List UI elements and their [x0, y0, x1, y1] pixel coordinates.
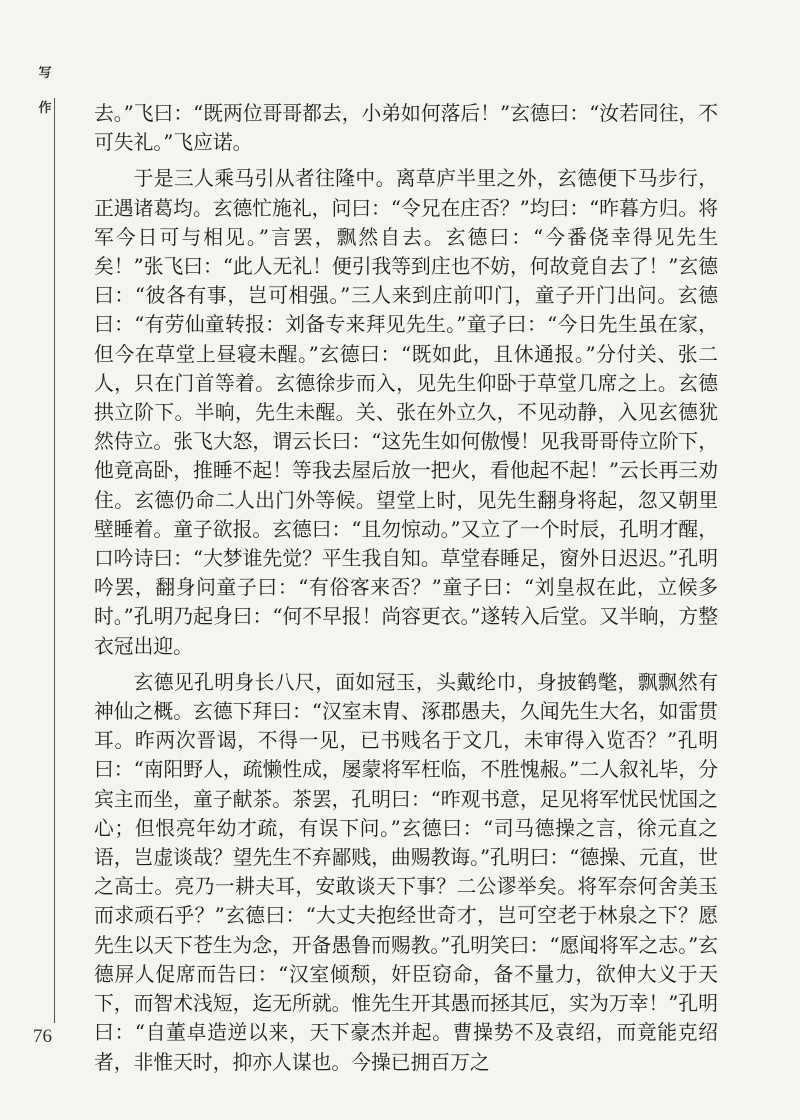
section-label-xie: 写: [38, 66, 52, 81]
paragraph-1: 去。”飞曰：“既两位哥哥都去，小弟如何落后！”玄德曰：“汝若同往，不可失礼。”飞应诺。: [94, 102, 718, 155]
paragraph-2: 于是三人乘马引从者往隆中。离草庐半里之外，玄德便下马步行，正遇诸葛均。玄德忙施礼，问曰：“令兄在庄否？”均曰：“昨暮方归。将军今日可与相见。”言罢，飘然自去。玄德曰：“今番侥幸得见先生矣！”张飞曰：“此人无礼！便引我等到庄也不妨，何故竟自去了！”玄德曰：“彼各有事，岂可相强。”三人来到庄前叩门，童子开门出问。玄德曰：“有劳仙童转报：刘备专来拜见先生。”童子曰：“今日先生虽在家，但今在草堂上昼寝未醒。”玄德曰：“既如此，且休通报。”分付关、张二人，只在门首等着。玄德徐步而入，见先生仰卧于草堂几席之上。玄德拱立阶下。半晌，先生未醒。关、张在外立久，不见动静，入见玄德犹然侍立。张飞大怒，谓云长曰：“这先生如何傲慢！见我哥哥侍立阶下，他竟高卧，推睡不起！等我去屋后放一把火，看他起不起！”云长再三劝住。玄德仍命二人出门外等候。望堂上时，见先生翻身将起，忽又朝里壁睡着。童子欲报。玄德曰：“且勿惊动。”又立了一个时辰，孔明才醒，口吟诗曰：“大梦谁先觉？平生我自知。草堂春睡足，窗外日迟迟。”孔明吟罢，翻身问童子曰：“有俗客来否？”童子曰：“刘皇叔在此，立候多时。”孔明乃起身曰：“何不早报！尚容更衣。”遂转入后堂。又半晌，方整衣冠出迎。: [94, 167, 718, 658]
section-label-zuo: 作: [38, 101, 52, 116]
body-text: [94, 99, 718, 1077]
page-number: 76: [33, 1026, 52, 1047]
margin-rule: [54, 98, 55, 1023]
paragraph-3: 玄德见孔明身长八尺，面如冠玉，头戴纶巾，身披鹤氅，飘飘然有神仙之概。玄德下拜曰：“汉室末胄、涿郡愚夫，久闻先生大名，如雷贯耳。昨两次晋谒，不得一见，已书贱名于文几，未审得入览否？”孔明曰：“南阳野人，疏懒性成，屡蒙将军枉临，不胜愧赧。”二人叙礼毕，分宾主而坐，童子献茶。茶罢，孔明曰：“昨观书意，足见将军忧民忧国之心；但恨亮年幼才疏，有误下问。”玄德曰：“司马德操之言，徐元直之语，岂虚谈哉？望先生不弃鄙贱，曲赐教诲。”孔明曰：“德操、元直，世之高士。亮乃一耕夫耳，安敢谈天下事？二公谬举矣。将军奈何舍美玉而求顽石乎？”玄德曰：“大丈夫抱经世奇才，岂可空老于林泉之下？愿先生以天下苍生为念，开备愚鲁而赐教。”孔明笑曰：“愿闻将军之志。”玄德屏人促席而告曰：“汉室倾颓，奸臣窃命，备不量力，欲伸大义于天下，而智术浅短，迄无所就。惟先生开其愚而拯其厄，实为万幸！”孔明曰：“自董卓造逆以来，天下豪杰并起。曹操势不及袁绍，而竟能克绍者，非惟天时，抑亦人谋也。今操已拥百万之: [94, 670, 718, 1074]
